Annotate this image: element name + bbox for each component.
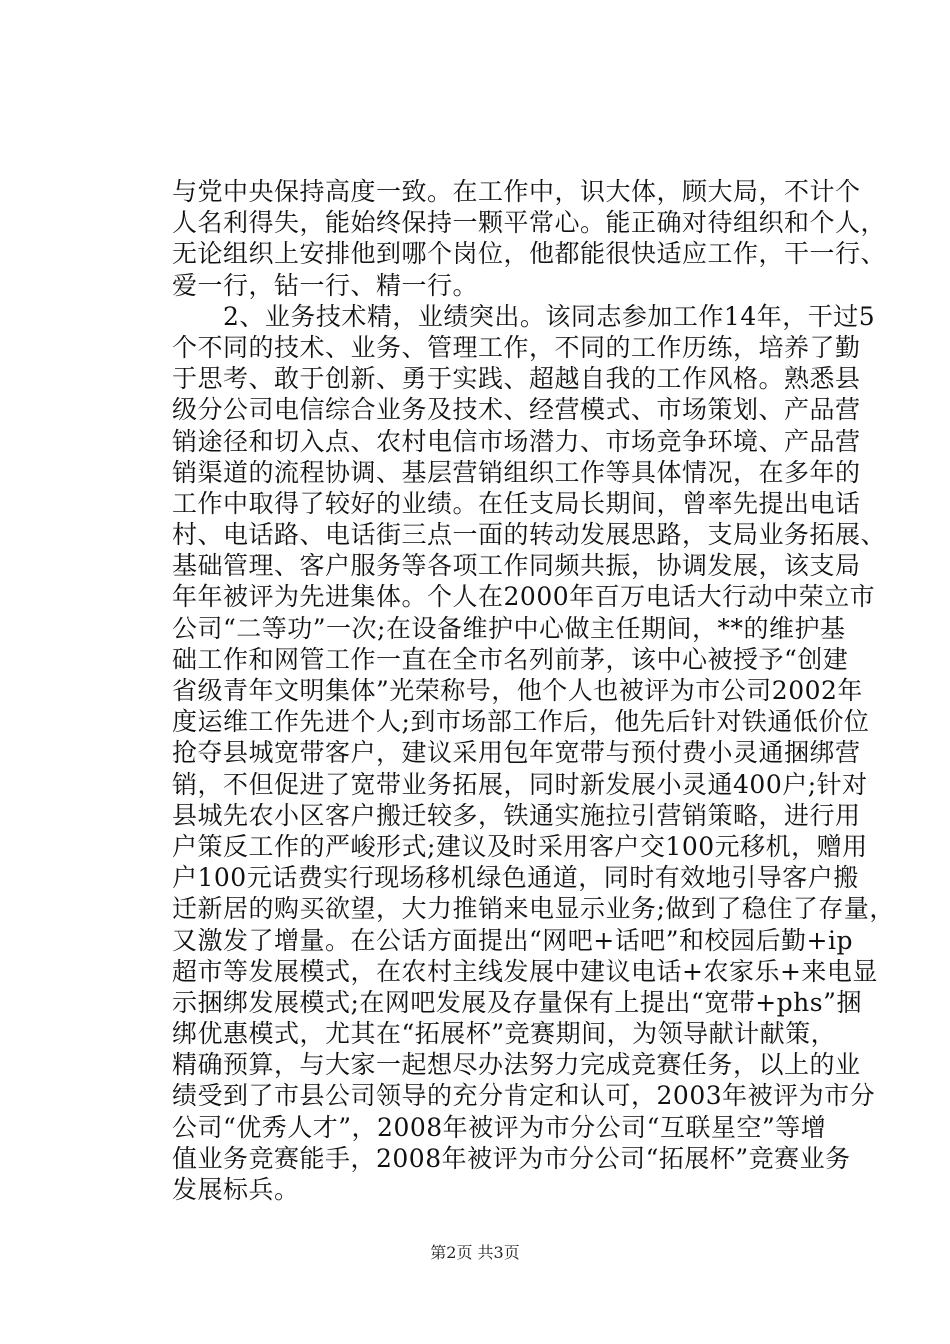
text-line: 础工作和网管工作一直在全市名列前茅，该中心被授予“创建 <box>172 644 849 674</box>
text-line: 绩受到了市县公司领导的充分肯定和认可，2003年被评为市分 <box>172 1081 876 1111</box>
page-number: 第2页 共3页 <box>430 1243 520 1262</box>
text-line: 村、电话路、电话街三点一面的转动发展思路，支局业务拓展、 <box>172 520 887 550</box>
text-line: 基础管理、客户服务等各项工作同频共振，协调发展，该支局 <box>172 551 861 581</box>
text-line: 年年被评为先进集体。个人在2000年百万电话大行动中荣立市 <box>172 582 876 612</box>
text-line: 抢夺县城宽带客户，建议采用包年宽带与预付费小灵通捆绑营 <box>172 738 861 768</box>
text-line: 个不同的技术、业务、管理工作，不同的工作历练，培养了勤 <box>172 332 861 362</box>
text-line: 销途径和切入点、农村电信市场潜力、市场竞争环境、产品营 <box>172 426 861 456</box>
text-line: 无论组织上安排他到哪个岗位，他都能很快适应工作，干一行、 <box>172 239 887 269</box>
text-line: 户100元话费实行现场移机绿色通道，同时有效地引导客户搬 <box>172 863 859 893</box>
text-line: 销，不但促进了宽带业务拓展，同时新发展小灵通400户;针对 <box>172 769 868 799</box>
text-line: 绑优惠模式，尤其在“拓展杯”竞赛期间，为领导献计献策， <box>172 1019 837 1049</box>
text-line: 与党中央保持高度一致。在工作中，识大体，顾大局，不计个 <box>172 177 861 206</box>
text-line: 迁新居的购买欲望，大力推销来电显示业务;做到了稳住了存量， <box>172 894 895 924</box>
text-line: 户策反工作的严峻形式;建议及时采用客户交100元移机，赠用 <box>172 831 868 861</box>
text-line: 工作中取得了较好的业绩。在任支局长期间，曾率先提出电话 <box>172 488 861 518</box>
body-text <box>172 176 895 1205</box>
text-line: 销渠道的流程协调、基层营销组织工作等具体情况，在多年的 <box>172 457 861 487</box>
text-line: 县城先农小区客户搬迁较多，铁通实施拉引营销策略，进行用 <box>172 800 861 830</box>
text-line: 人名利得失，能始终保持一颗平常心。能正确对待组织和个人， <box>172 208 887 238</box>
text-line: 公司“二等功”一次;在设备维护中心做主任期间，**的维护基 <box>172 613 846 643</box>
text-line: 公司“优秀人才”，2008年被评为市分公司“互联星空”等增 <box>172 1112 827 1142</box>
text-line: 值业务竞赛能手，2008年被评为市分公司“拓展杯”竞赛业务 <box>172 1143 851 1173</box>
page-footer <box>0 1243 950 1263</box>
text-line: 示捆绑发展模式;在网吧发展及存量保有上提出“宽带+phs”捆 <box>172 987 862 1017</box>
text-line: 2、业务技术精，业绩突出。该同志参加工作14年，干过5 <box>172 301 876 331</box>
text-line: 发展标兵。 <box>172 1175 300 1204</box>
text-line: 又激发了增量。在公话方面提出“网吧+话吧”和校园后勤+ip <box>172 925 853 955</box>
text-line: 级分公司电信综合业务及技术、经营模式、市场策划、产品营 <box>172 395 861 425</box>
text-line: 爱一行，钻一行、精一行。 <box>172 270 479 300</box>
text-line: 于思考、敢于创新、勇于实践、超越自我的工作风格。熟悉县 <box>172 364 861 394</box>
text-line: 度运维工作先进个人;到市场部工作后，他先后针对铁通低价位 <box>172 707 870 737</box>
text-line: 省级青年文明集体”光荣称号，他个人也被评为市公司2002年 <box>172 676 863 705</box>
text-line: 精确预算，与大家一起想尽办法努力完成竞赛任务，以上的业 <box>172 1050 861 1080</box>
text-line: 超市等发展模式，在农村主线发展中建议电话+农家乐+来电显 <box>172 956 878 986</box>
